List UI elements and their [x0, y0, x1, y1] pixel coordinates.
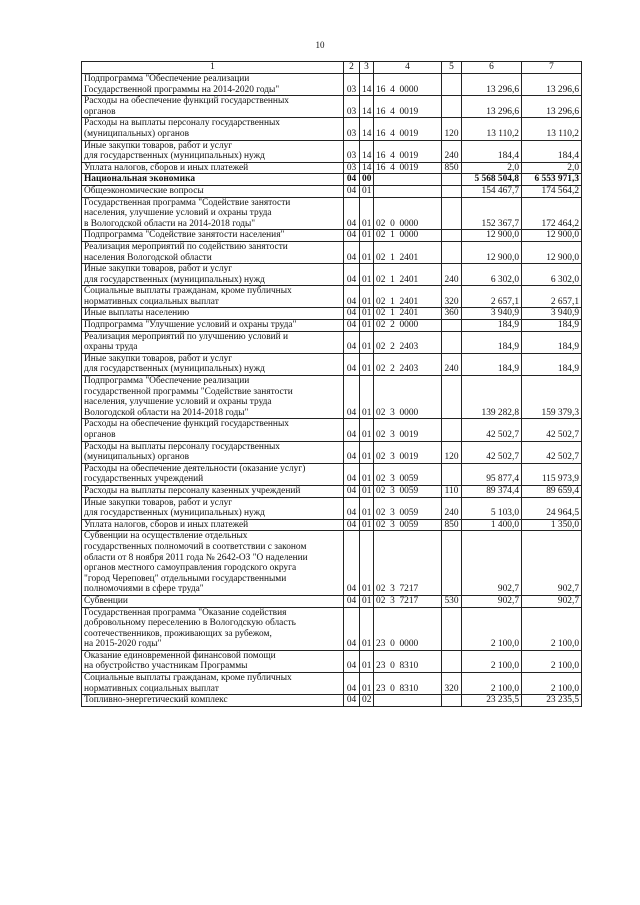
target-article-cell: 02 2 2403 [374, 353, 442, 375]
subsection-code-cell: 14 [360, 162, 374, 174]
subsection-code-cell: 01 [360, 197, 374, 230]
column-header: 6 [462, 62, 522, 74]
table-row [82, 595, 582, 607]
table-row [82, 185, 582, 197]
expense-type-cell: 320 [442, 286, 462, 308]
expense-type-cell: 360 [442, 308, 462, 320]
amount-year1-cell: 5 103,0 [462, 497, 522, 519]
section-code-cell: 04 [344, 497, 360, 519]
amount-year2-cell: 174 564,2 [522, 185, 582, 197]
amount-year2-cell: 172 464,2 [522, 197, 582, 230]
target-article-cell: 02 3 0019 [374, 441, 442, 463]
subsection-code-cell: 01 [360, 376, 374, 419]
target-article-cell: 02 1 2401 [374, 241, 442, 263]
expense-type-cell [442, 241, 462, 263]
amount-year2-cell: 1 350,0 [522, 519, 582, 531]
amount-year2-cell: 24 964,5 [522, 497, 582, 519]
amount-year1-cell: 13 296,6 [462, 96, 522, 118]
table-row [82, 118, 582, 140]
table-row [82, 264, 582, 286]
amount-year2-cell: 6 553 971,3 [522, 174, 582, 186]
subsection-code-cell: 01 [360, 185, 374, 197]
target-article-cell: 16 4 0019 [374, 140, 442, 162]
table-header-row [82, 62, 582, 74]
column-header: 7 [522, 62, 582, 74]
subsection-code-cell: 14 [360, 74, 374, 96]
row-name-cell: Уплата налогов, сборов и иных платежей [82, 519, 344, 531]
row-name-cell: Подпрограмма "Обеспечение реализации Государственной программы на 2014-2020 годы" [82, 74, 344, 96]
amount-year2-cell: 184,9 [522, 353, 582, 375]
expense-type-cell: 120 [442, 441, 462, 463]
section-code-cell: 03 [344, 162, 360, 174]
amount-year2-cell: 13 296,6 [522, 74, 582, 96]
target-article-cell: 16 4 0019 [374, 96, 442, 118]
amount-year2-cell: 2 100,0 [522, 673, 582, 695]
page-number: 10 [315, 40, 325, 50]
amount-year1-cell: 12 900,0 [462, 230, 522, 242]
expense-type-cell [442, 419, 462, 441]
expense-type-cell [442, 695, 462, 707]
target-article-cell: 02 3 0000 [374, 376, 442, 419]
amount-year2-cell: 42 502,7 [522, 419, 582, 441]
table-row [82, 74, 582, 96]
table-row [82, 230, 582, 242]
amount-year2-cell: 184,9 [522, 331, 582, 353]
subsection-code-cell: 01 [360, 308, 374, 320]
expense-type-cell: 240 [442, 353, 462, 375]
amount-year2-cell: 2 100,0 [522, 607, 582, 650]
amount-year2-cell: 902,7 [522, 595, 582, 607]
subsection-code-cell: 01 [360, 264, 374, 286]
expense-type-cell [442, 74, 462, 96]
target-article-cell: 02 2 2403 [374, 331, 442, 353]
table-row [82, 485, 582, 497]
row-name-cell: Иные закупки товаров, работ и услуг для государственных (муниципальных) нужд [82, 140, 344, 162]
row-name-cell: Расходы на обеспечение функций государственных органов [82, 419, 344, 441]
row-name-cell: Иные закупки товаров, работ и услуг для государственных (муниципальных) нужд [82, 497, 344, 519]
amount-year1-cell: 42 502,7 [462, 419, 522, 441]
amount-year1-cell: 184,4 [462, 140, 522, 162]
row-name-cell: Субвенции [82, 595, 344, 607]
subsection-code-cell: 01 [360, 230, 374, 242]
target-article-cell [374, 174, 442, 186]
expense-type-cell [442, 463, 462, 485]
subsection-code-cell: 01 [360, 531, 374, 596]
section-code-cell: 04 [344, 320, 360, 332]
amount-year2-cell: 89 659,4 [522, 485, 582, 497]
row-name-cell: Иные закупки товаров, работ и услуг для государственных (муниципальных) нужд [82, 353, 344, 375]
amount-year1-cell: 1 400,0 [462, 519, 522, 531]
row-name-cell: Уплата налогов, сборов и иных платежей [82, 162, 344, 174]
section-code-cell: 04 [344, 241, 360, 263]
section-code-cell: 04 [344, 264, 360, 286]
row-name-cell: Топливно-энергетический комплекс [82, 695, 344, 707]
section-code-cell: 03 [344, 96, 360, 118]
target-article-cell: 16 4 0000 [374, 74, 442, 96]
row-name-cell: Подпрограмма "Обеспечение реализации государственной программы "Содействие занятости населения, улучшение условий и охраны труда Вологодской области на 2014-2018 годы" [82, 376, 344, 419]
subsection-code-cell: 01 [360, 320, 374, 332]
expense-type-cell [442, 96, 462, 118]
row-name-cell: Расходы на выплаты персоналу государственных (муниципальных) органов [82, 441, 344, 463]
column-header: 4 [374, 62, 442, 74]
target-article-cell: 02 3 0059 [374, 519, 442, 531]
amount-year1-cell: 2,0 [462, 162, 522, 174]
target-article-cell: 02 3 7217 [374, 595, 442, 607]
amount-year1-cell: 42 502,7 [462, 441, 522, 463]
amount-year1-cell: 13 110,2 [462, 118, 522, 140]
expense-type-cell [442, 320, 462, 332]
section-code-cell: 03 [344, 140, 360, 162]
target-article-cell: 02 3 0059 [374, 463, 442, 485]
table-row [82, 376, 582, 419]
subsection-code-cell: 01 [360, 607, 374, 650]
section-code-cell: 04 [344, 441, 360, 463]
amount-year2-cell: 13 296,6 [522, 96, 582, 118]
expense-type-cell [442, 607, 462, 650]
column-header: 3 [360, 62, 374, 74]
row-name-cell: Национальная экономика [82, 174, 344, 186]
amount-year2-cell: 2,0 [522, 162, 582, 174]
section-code-cell: 04 [344, 650, 360, 672]
amount-year2-cell: 23 235,5 [522, 695, 582, 707]
target-article-cell: 02 0 0000 [374, 197, 442, 230]
column-header: 5 [442, 62, 462, 74]
row-name-cell: Реализация мероприятий по содействию занятости населения Вологодской области [82, 241, 344, 263]
amount-year1-cell: 184,9 [462, 353, 522, 375]
amount-year2-cell: 115 973,9 [522, 463, 582, 485]
table-row [82, 162, 582, 174]
target-article-cell: 16 4 0019 [374, 162, 442, 174]
subsection-code-cell: 01 [360, 519, 374, 531]
subsection-code-cell: 14 [360, 118, 374, 140]
row-name-cell: Расходы на выплаты персоналу казенных учреждений [82, 485, 344, 497]
amount-year1-cell: 13 296,6 [462, 74, 522, 96]
subsection-code-cell: 14 [360, 96, 374, 118]
section-code-cell: 04 [344, 607, 360, 650]
table-row [82, 419, 582, 441]
subsection-code-cell: 01 [360, 497, 374, 519]
table-row [82, 463, 582, 485]
section-code-cell: 04 [344, 308, 360, 320]
section-code-cell: 04 [344, 174, 360, 186]
row-name-cell: Реализация мероприятий по улучшению условий и охраны труда [82, 331, 344, 353]
amount-year1-cell: 152 367,7 [462, 197, 522, 230]
amount-year2-cell: 902,7 [522, 531, 582, 596]
table-row [82, 673, 582, 695]
expense-type-cell: 240 [442, 264, 462, 286]
amount-year1-cell: 89 374,4 [462, 485, 522, 497]
amount-year2-cell: 12 900,0 [522, 230, 582, 242]
section-code-cell: 04 [344, 331, 360, 353]
expense-type-cell [442, 650, 462, 672]
amount-year1-cell: 23 235,5 [462, 695, 522, 707]
amount-year2-cell: 184,9 [522, 320, 582, 332]
table-row [82, 308, 582, 320]
amount-year1-cell: 154 467,7 [462, 185, 522, 197]
target-article-cell: 02 3 0059 [374, 485, 442, 497]
section-code-cell: 03 [344, 118, 360, 140]
section-code-cell: 04 [344, 353, 360, 375]
section-code-cell: 04 [344, 463, 360, 485]
subsection-code-cell: 01 [360, 595, 374, 607]
expense-type-cell [442, 376, 462, 419]
budget-table [81, 61, 582, 707]
target-article-cell: 02 1 2401 [374, 286, 442, 308]
target-article-cell: 02 2 0000 [374, 320, 442, 332]
target-article-cell: 23 0 8310 [374, 673, 442, 695]
amount-year2-cell: 6 302,0 [522, 264, 582, 286]
row-name-cell: Иные выплаты населению [82, 308, 344, 320]
target-article-cell: 02 3 0059 [374, 497, 442, 519]
table-row [82, 320, 582, 332]
amount-year2-cell: 42 502,7 [522, 441, 582, 463]
table-row [82, 140, 582, 162]
table-row [82, 96, 582, 118]
row-name-cell: Субвенции на осуществление отдельных государственных полномочий в соответствии с законом области от 8 ноября 2011 года № 2642-ОЗ "О наделении органов местного самоуправления городского округа "город Череповец" отдельными государственными полномочиями в сфере труда" [82, 531, 344, 596]
amount-year1-cell: 5 568 504,8 [462, 174, 522, 186]
row-name-cell: Государственная программа "Содействие занятости населения, улучшение условий и охраны труда в Вологодской области на 2014-2018 годы" [82, 197, 344, 230]
amount-year2-cell: 3 940,9 [522, 308, 582, 320]
section-code-cell: 04 [344, 531, 360, 596]
section-code-cell: 04 [344, 376, 360, 419]
column-header: 2 [344, 62, 360, 74]
section-code-cell: 04 [344, 230, 360, 242]
table-row [82, 519, 582, 531]
row-name-cell: Подпрограмма "Улучшение условий и охраны труда" [82, 320, 344, 332]
expense-type-cell: 530 [442, 595, 462, 607]
table-row [82, 695, 582, 707]
subsection-code-cell: 01 [360, 485, 374, 497]
amount-year1-cell: 3 940,9 [462, 308, 522, 320]
subsection-code-cell: 00 [360, 174, 374, 186]
amount-year1-cell: 2 100,0 [462, 607, 522, 650]
amount-year1-cell: 6 302,0 [462, 264, 522, 286]
amount-year1-cell: 902,7 [462, 595, 522, 607]
amount-year1-cell: 95 877,4 [462, 463, 522, 485]
amount-year1-cell: 12 900,0 [462, 241, 522, 263]
row-name-cell: Подпрограмма "Содействие занятости населения" [82, 230, 344, 242]
row-name-cell: Общеэкономические вопросы [82, 185, 344, 197]
subsection-code-cell: 01 [360, 650, 374, 672]
target-article-cell: 02 1 2401 [374, 264, 442, 286]
section-code-cell: 03 [344, 74, 360, 96]
section-code-cell: 04 [344, 519, 360, 531]
target-article-cell: 23 0 0000 [374, 607, 442, 650]
section-code-cell: 04 [344, 419, 360, 441]
target-article-cell: 23 0 8310 [374, 650, 442, 672]
amount-year1-cell: 184,9 [462, 320, 522, 332]
expense-type-cell: 320 [442, 673, 462, 695]
target-article-cell [374, 185, 442, 197]
table-row [82, 531, 582, 596]
row-name-cell: Социальные выплаты гражданам, кроме публичных нормативных социальных выплат [82, 286, 344, 308]
section-code-cell: 04 [344, 185, 360, 197]
row-name-cell: Оказание единовременной финансовой помощи на обустройство участникам Программы [82, 650, 344, 672]
expense-type-cell: 110 [442, 485, 462, 497]
row-name-cell: Государственная программа "Оказание содействия добровольному переселению в Вологодскую область соотечественников, проживающих за рубежом, на 2015-2020 годы" [82, 607, 344, 650]
table-row [82, 197, 582, 230]
section-code-cell: 04 [344, 197, 360, 230]
amount-year1-cell: 184,9 [462, 331, 522, 353]
table-row [82, 353, 582, 375]
subsection-code-cell: 01 [360, 673, 374, 695]
expense-type-cell [442, 531, 462, 596]
amount-year1-cell: 902,7 [462, 531, 522, 596]
subsection-code-cell: 01 [360, 353, 374, 375]
row-name-cell: Расходы на обеспечение деятельности (оказание услуг) государственных учреждений [82, 463, 344, 485]
target-article-cell: 02 1 2401 [374, 308, 442, 320]
table-row [82, 497, 582, 519]
row-name-cell: Расходы на обеспечение функций государственных органов [82, 96, 344, 118]
subsection-code-cell: 01 [360, 241, 374, 263]
subsection-code-cell: 14 [360, 140, 374, 162]
subsection-code-cell: 01 [360, 419, 374, 441]
subsection-code-cell: 01 [360, 441, 374, 463]
table-row [82, 607, 582, 650]
expense-type-cell [442, 174, 462, 186]
expense-type-cell: 240 [442, 497, 462, 519]
column-header: 1 [82, 62, 344, 74]
row-name-cell: Социальные выплаты гражданам, кроме публичных нормативных социальных выплат [82, 673, 344, 695]
expense-type-cell: 850 [442, 162, 462, 174]
amount-year2-cell: 2 100,0 [522, 650, 582, 672]
expense-type-cell: 850 [442, 519, 462, 531]
expense-type-cell [442, 197, 462, 230]
amount-year2-cell: 184,4 [522, 140, 582, 162]
amount-year2-cell: 13 110,2 [522, 118, 582, 140]
table-row [82, 441, 582, 463]
row-name-cell: Расходы на выплаты персоналу государственных (муниципальных) органов [82, 118, 344, 140]
section-code-cell: 04 [344, 485, 360, 497]
section-code-cell: 04 [344, 673, 360, 695]
amount-year2-cell: 159 379,3 [522, 376, 582, 419]
subsection-code-cell: 01 [360, 463, 374, 485]
table-row [82, 241, 582, 263]
target-article-cell: 16 4 0019 [374, 118, 442, 140]
amount-year1-cell: 139 282,8 [462, 376, 522, 419]
table-row [82, 174, 582, 186]
expense-type-cell [442, 230, 462, 242]
section-code-cell: 04 [344, 695, 360, 707]
subsection-code-cell: 01 [360, 286, 374, 308]
amount-year1-cell: 2 657,1 [462, 286, 522, 308]
amount-year2-cell: 2 657,1 [522, 286, 582, 308]
target-article-cell [374, 695, 442, 707]
row-name-cell: Иные закупки товаров, работ и услуг для государственных (муниципальных) нужд [82, 264, 344, 286]
expense-type-cell [442, 185, 462, 197]
subsection-code-cell: 02 [360, 695, 374, 707]
expense-type-cell [442, 331, 462, 353]
expense-type-cell: 240 [442, 140, 462, 162]
amount-year2-cell: 12 900,0 [522, 241, 582, 263]
table-row [82, 650, 582, 672]
section-code-cell: 04 [344, 595, 360, 607]
subsection-code-cell: 01 [360, 331, 374, 353]
section-code-cell: 04 [344, 286, 360, 308]
table-row [82, 331, 582, 353]
amount-year1-cell: 2 100,0 [462, 673, 522, 695]
target-article-cell: 02 3 0019 [374, 419, 442, 441]
target-article-cell: 02 1 0000 [374, 230, 442, 242]
amount-year1-cell: 2 100,0 [462, 650, 522, 672]
target-article-cell: 02 3 7217 [374, 531, 442, 596]
table-row [82, 286, 582, 308]
expense-type-cell: 120 [442, 118, 462, 140]
